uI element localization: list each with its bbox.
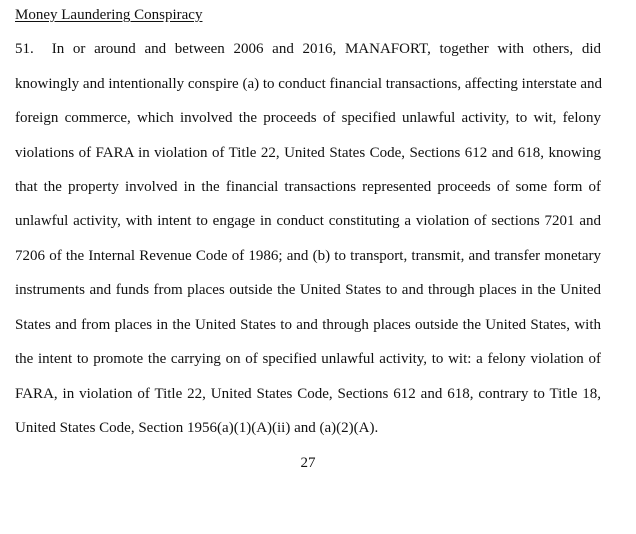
section-heading: Money Laundering Conspiracy — [15, 7, 203, 23]
paragraph-line-11: FARA, in violation of Title 22, United States Code, Sections 612 and 618, contrary to Title 18, — [15, 386, 601, 402]
paragraph-line-8: instruments and funds from places outside the United States to and through places in the United — [15, 282, 601, 298]
paragraph-line-7: 7206 of the Internal Revenue Code of 1986; and (b) to transport, transmit, and transfer monetary — [15, 248, 601, 264]
paragraph-line-1-text: In or around and between 2006 and 2016, MANAFORT, together with others, did — [51, 41, 601, 57]
paragraph-number: 51. — [15, 41, 34, 57]
paragraph-line-1 — [15, 39, 601, 59]
paragraph-line-2: knowingly and intentionally conspire (a) to conduct financial transactions, affecting interstate and — [15, 76, 603, 92]
paragraph-line-12: United States Code, Section 1956(a)(1)(A)(ii) and (a)(2)(A). — [15, 420, 379, 436]
paragraph-line-4: violations of FARA in violation of Title 22, United States Code, Sections 612 and 618, knowing — [15, 145, 601, 161]
page-number: 27 — [300, 455, 316, 471]
paragraph-line-6: unlawful activity, with intent to engage in conduct constituting a violation of sections 7201 and — [15, 213, 601, 229]
paragraph-line-5: that the property involved in the financial transactions represented proceeds of some form of — [15, 179, 601, 195]
paragraph-line-10: the intent to promote the carrying on of specified unlawful activity, to wit: a felony violation of — [15, 351, 601, 367]
paragraph-line-9: States and from places in the United States to and through places outside the United States, with — [15, 317, 601, 333]
paragraph-line-3: foreign commerce, which involved the proceeds of specified unlawful activity, to wit, felony — [15, 110, 601, 126]
